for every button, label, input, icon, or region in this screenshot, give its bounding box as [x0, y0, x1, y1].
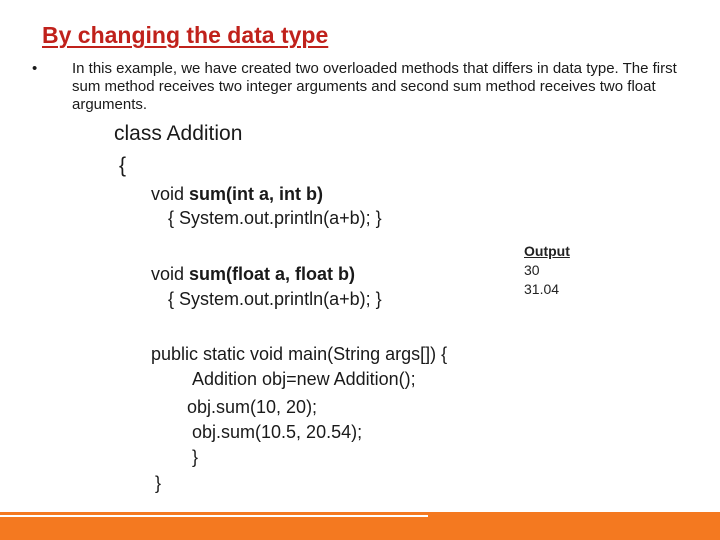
code-class-close-brace: } — [155, 473, 162, 493]
code-keyword-void: void — [151, 264, 190, 284]
output-value-2: 31.04 — [524, 281, 560, 297]
code-main-call-int: obj.sum(10, 20); — [187, 397, 318, 417]
code-main-signature: public static void main(String args[]) { — [151, 344, 448, 364]
output-panel — [524, 242, 570, 299]
bullet-item — [30, 60, 680, 114]
output-label: Output — [524, 243, 570, 259]
slide-title: By changing the data type — [42, 22, 329, 48]
code-keyword-void: void — [151, 184, 190, 204]
code-method-int-name: sum(int a, int b) — [189, 184, 324, 204]
footer-divider — [0, 515, 428, 517]
code-method-int-signature — [151, 184, 323, 205]
code-method-float-signature — [151, 264, 355, 285]
code-method-float-body: { System.out.println(a+b); } — [168, 289, 382, 309]
output-value-1: 30 — [524, 262, 540, 278]
code-class-declaration: class Addition — [114, 122, 243, 145]
code-open-brace: { — [119, 154, 127, 177]
code-main-call-float: obj.sum(10.5, 20.54); — [192, 422, 363, 442]
code-main-close-brace: } — [192, 447, 199, 467]
code-method-float-name: sum(float a, float b) — [189, 264, 356, 284]
bullet-marker: • — [32, 60, 38, 77]
code-method-int-body: { System.out.println(a+b); } — [168, 208, 382, 228]
code-main-instantiation: Addition obj=new Addition(); — [192, 369, 416, 389]
bullet-text: In this example, we have created two overloaded methods that differs in data type. The first sum method receives two integer arguments and second sum method receives two float arguments. — [72, 60, 677, 113]
